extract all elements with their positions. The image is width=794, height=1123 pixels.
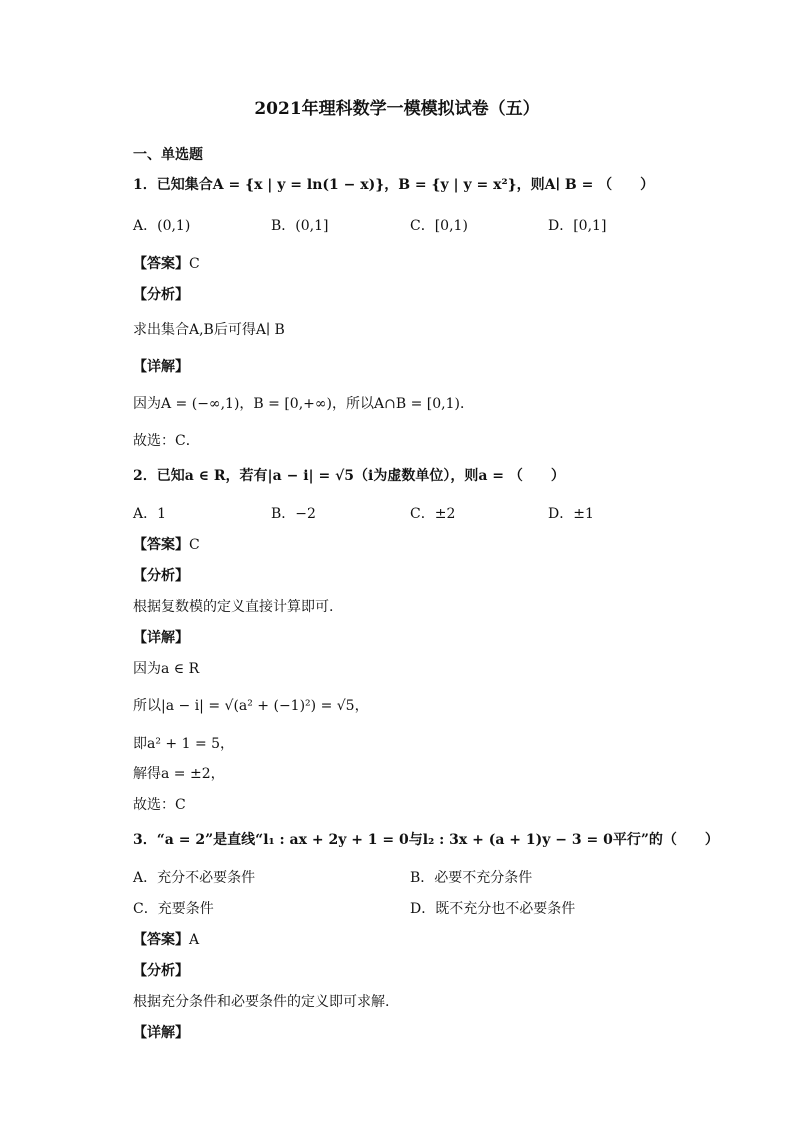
- q1-analysis-text: 求出集合A,B后可得A∣ B: [133, 322, 285, 338]
- answer-label: 【答案】: [133, 256, 189, 272]
- q1-detail-label: 【详解】: [133, 359, 189, 375]
- question-2-stem: 2．已知a ∈ R，若有|a − i| = √5（i为虚数单位），则a = （ ）: [133, 468, 565, 484]
- q1-option-d: D．[0,1]: [548, 218, 607, 234]
- q2-detail-label: 【详解】: [133, 630, 189, 646]
- section-heading: 一、单选题: [133, 147, 203, 163]
- q2-option-a: A．1: [133, 506, 167, 522]
- q3-detail-label: 【详解】: [133, 1025, 189, 1041]
- q2-analysis-label: 【分析】: [133, 568, 189, 584]
- q3-answer-row: [133, 931, 199, 949]
- q1-option-a: A．(0,1): [133, 218, 191, 234]
- q3-analysis-text: 根据充分条件和必要条件的定义即可求解.: [133, 994, 390, 1010]
- answer-label: 【答案】: [133, 932, 189, 948]
- q2-option-c: C．±2: [410, 506, 456, 522]
- q1-answer-row: [133, 255, 200, 273]
- q2-option-b: B．−2: [271, 506, 316, 522]
- q3-option-c: C．充要条件: [133, 901, 214, 917]
- q3-option-a: A．充分不必要条件: [133, 870, 256, 886]
- q2-detail-line-2: 所以|a − i| = √(a² + (−1)²) = √5，: [133, 698, 369, 714]
- question-3-stem: 3．“a = 2”是直线“l₁ : ax + 2y + 1 = 0与l₂ : 3x + (a + 1)y − 3 = 0平行”的（ ）: [133, 832, 719, 848]
- q2-conclusion: 故选：C: [133, 797, 186, 813]
- q2-detail-line-3: 即a² + 1 = 5，: [133, 736, 235, 752]
- q2-detail-line-4: 解得a = ±2，: [133, 766, 225, 782]
- q3-analysis-label: 【分析】: [133, 963, 189, 979]
- q3-option-b: B．必要不充分条件: [410, 870, 533, 886]
- q2-answer-row: [133, 536, 200, 554]
- page-title: 2021年理科数学一模模拟试卷（五）: [254, 99, 540, 119]
- q1-detail-line-1: 因为A = (−∞,1)，B = [0,+∞)，所以A∩B = [0,1)．: [133, 396, 474, 412]
- q2-option-d: D．±1: [548, 506, 594, 522]
- q2-detail-line-1: 因为a ∈ R: [133, 661, 200, 677]
- q1-option-b: B．(0,1]: [271, 218, 329, 234]
- q1-analysis-label: 【分析】: [133, 287, 189, 303]
- q1-conclusion: 故选：C．: [133, 433, 200, 449]
- q2-answer: C: [189, 537, 200, 553]
- answer-label: 【答案】: [133, 537, 189, 553]
- q3-answer: A: [189, 932, 200, 948]
- q2-analysis-text: 根据复数模的定义直接计算即可.: [133, 599, 334, 615]
- question-1-stem: 1．已知集合A = {x | y = ln(1 − x)}，B = {y | y = x²}，则A∣ B = （ ）: [133, 177, 655, 193]
- q3-option-d: D．既不充分也不必要条件: [410, 901, 576, 917]
- q1-option-c: C．[0,1): [410, 218, 468, 234]
- q1-answer: C: [189, 256, 200, 272]
